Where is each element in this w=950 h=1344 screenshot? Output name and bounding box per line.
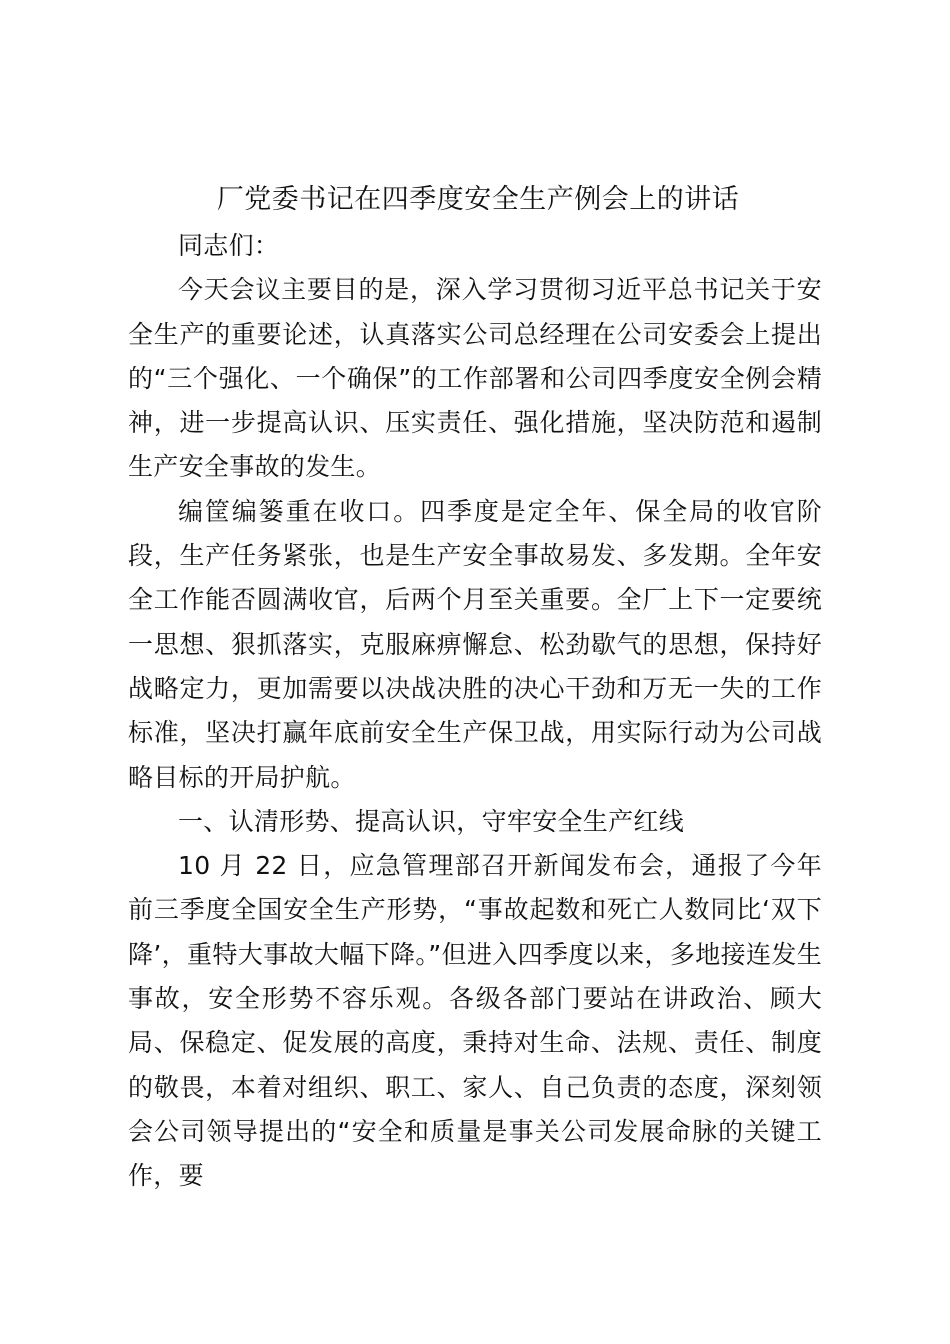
paragraph: 编筐编篓重在收口。四季度是定全年、保全局的收官阶段，生产任务紧张，也是生产安全事故易发、多发期。全年安全工作能否圆满收官，后两个月至关重要。全厂上下一定要统一思想、狠抓落实，克服麻痹懈怠、松劲歇气的思想，保持好战略定力，更加需要以决战决胜的决心干劲和万无一失的工作标准，坚决打赢年底前安全生产保卫战，用实际行动为公司战略目标的开局护航。 [128, 496, 822, 792]
paragraph: 今天会议主要目的是，深入学习贯彻习近平总书记关于安全生产的重要论述，认真落实公司总经理在公司安委会上提出的“三个强化、一个确保”的工作部署和公司四季度安全例会精神，进一步提高认识、压实责任、强化措施，坚决防范和遏制生产安全事故的发生。 [128, 275, 822, 482]
document-title: 厂党委书记在四季度安全生产例会上的讲话 [216, 184, 740, 215]
paragraph: 10 月 22 日，应急管理部召开新闻发布会，通报了今年前三季度全国安全生产形势，“事故起数和死亡人数同比‘双下降’，重特大事故大幅下降。”但进入四季度以来，多地接连发生事故，安全形势不容乐观。各级各部门要站在讲政治、顾大局、保稳定、促发展的高度，秉持对生命、法规、责任、制度的敬畏，本着对组织、职工、家人、自己负责的态度，深刻领会公司领导提出的“安全和质量是事关公司发展命脉的关键工作，要 [128, 851, 822, 1191]
salutation: 同志们： [178, 231, 280, 260]
section-heading: 一、认清形势、提高认识，守牢安全生产红线 [178, 806, 685, 836]
document-body [128, 224, 822, 1199]
